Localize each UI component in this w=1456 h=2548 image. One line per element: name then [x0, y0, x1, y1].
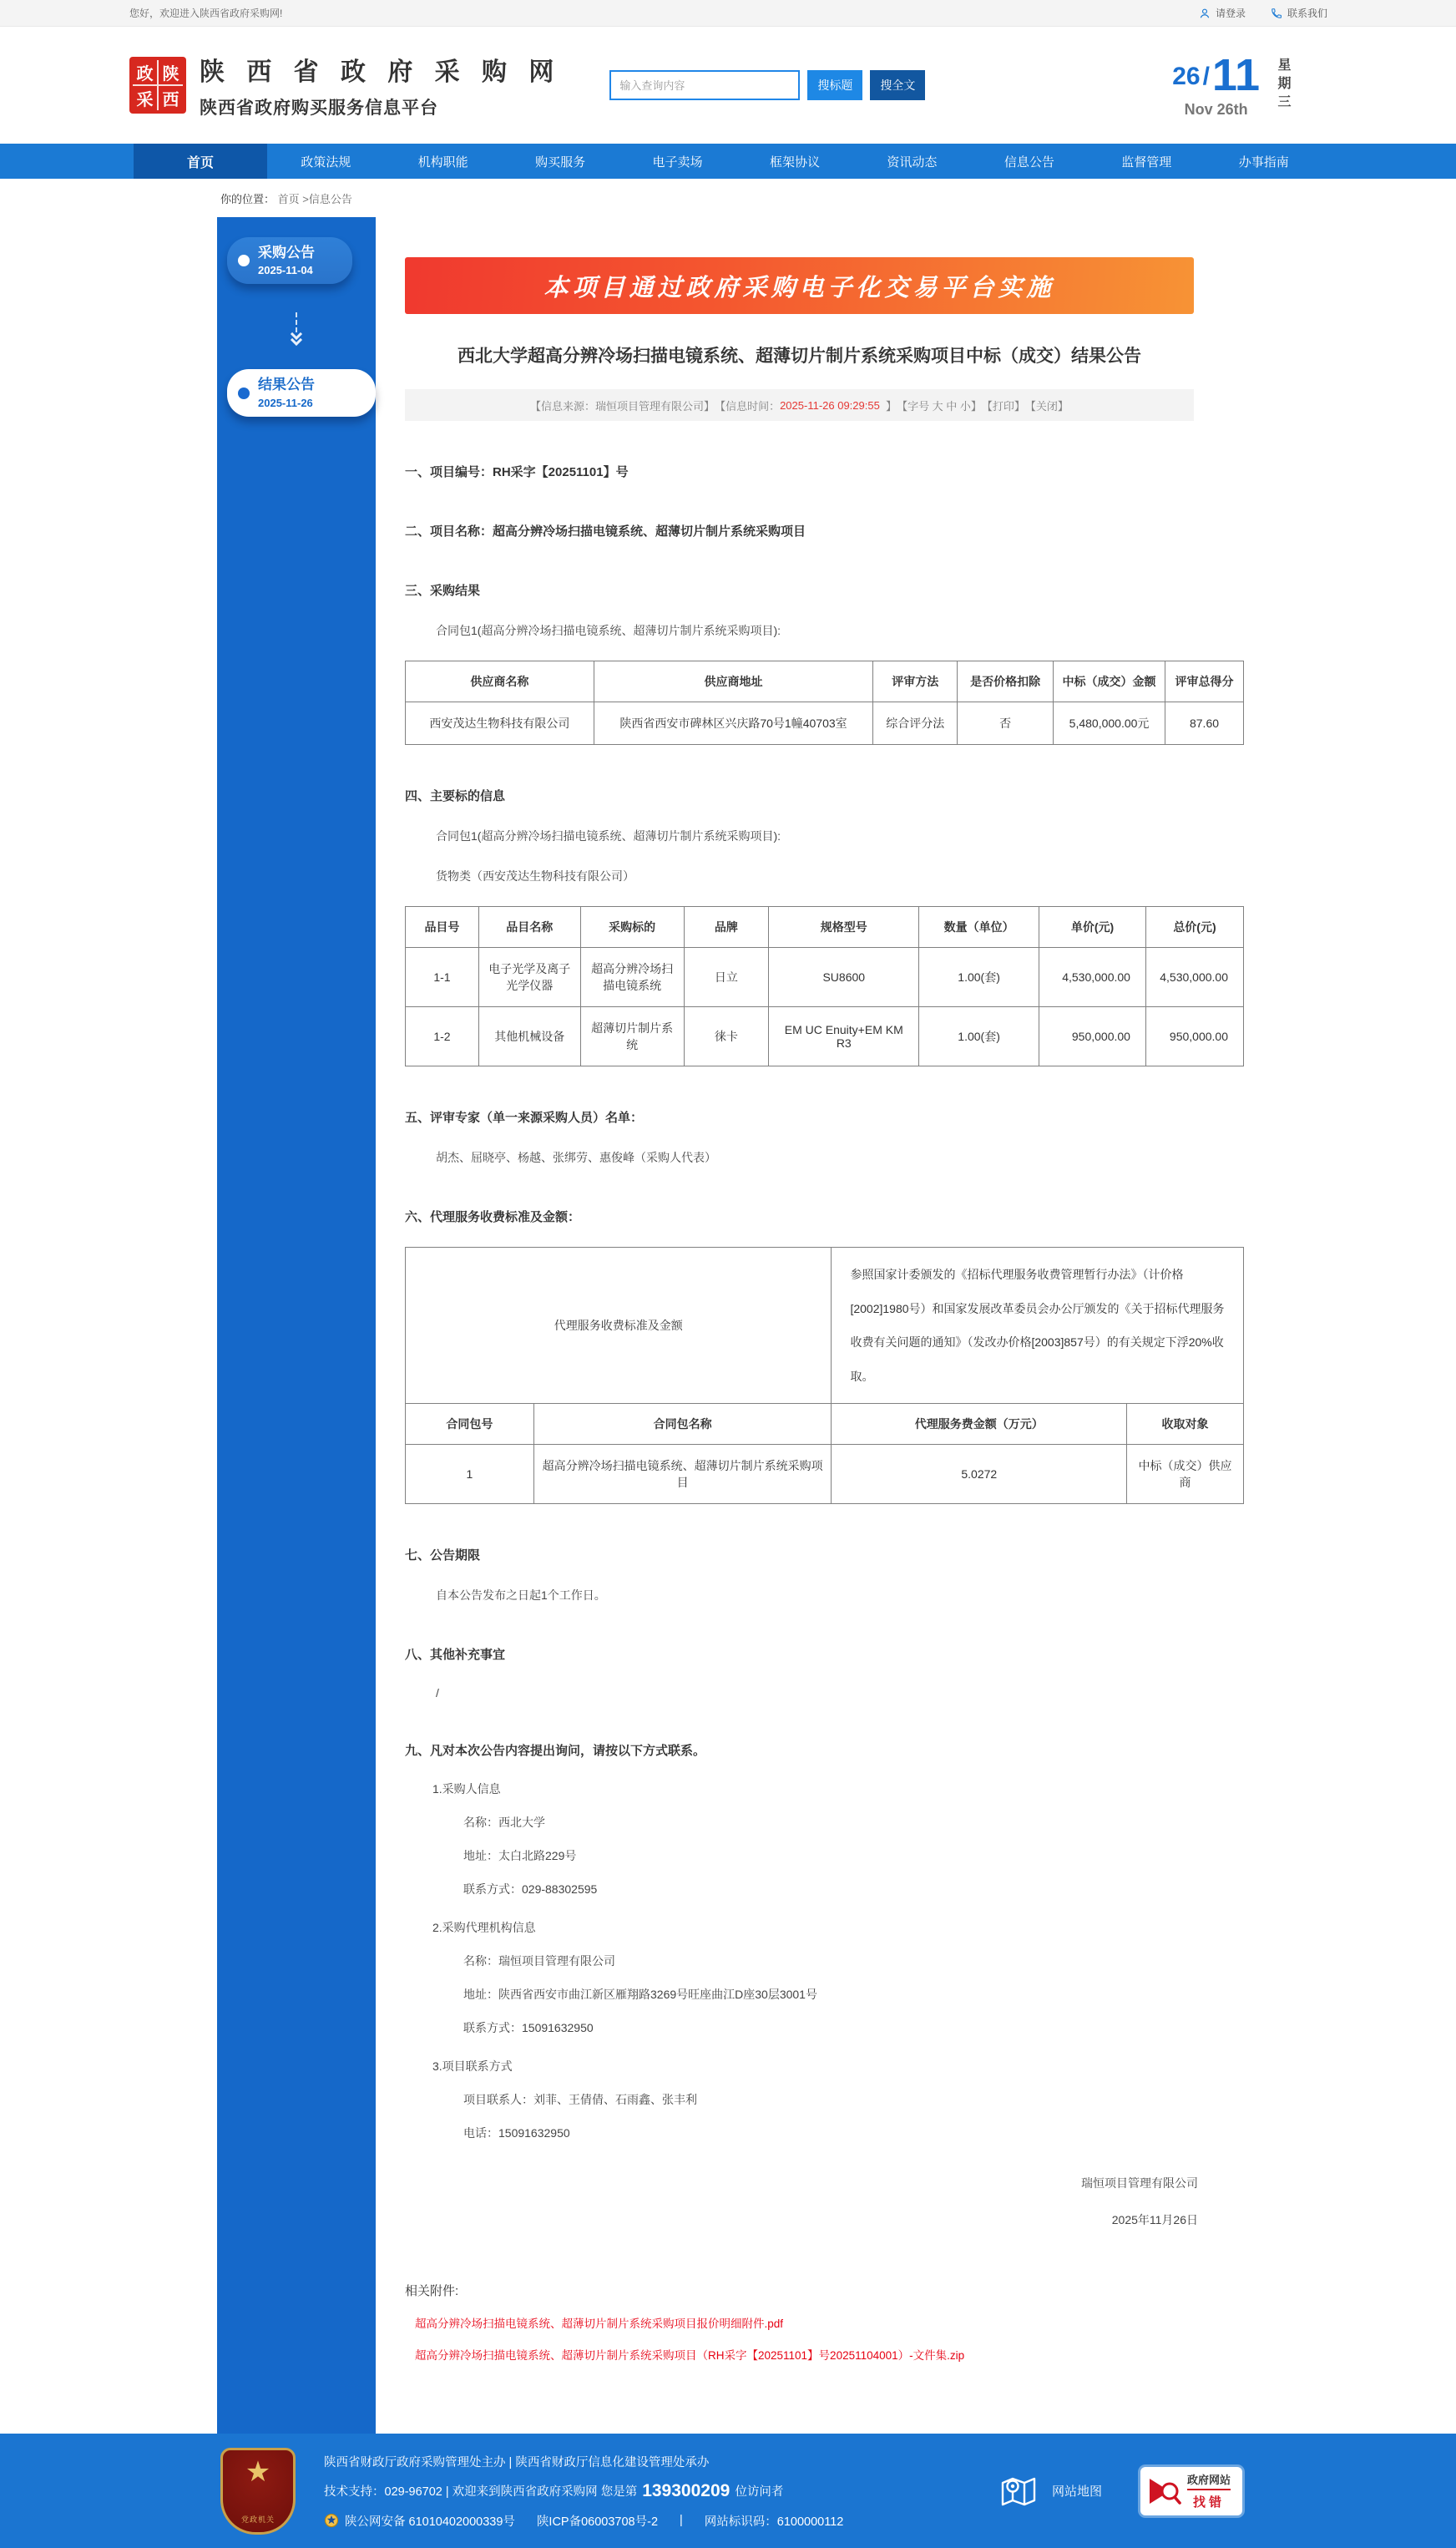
- section-project-number: 一、项目编号：RH采字【20251101】号: [405, 465, 629, 479]
- font-size-control[interactable]: 【字号 大 中 小】: [897, 399, 982, 413]
- section-result-heading: 三、采购结果: [405, 584, 481, 598]
- breadcrumb-current[interactable]: 信息公告: [308, 193, 352, 205]
- section-agency-fee-heading: 六、代理服务收费标准及金额：: [405, 1210, 581, 1224]
- attachment-pdf-link[interactable]: 超高分辨冷场扫描电镜系统、超薄切片制片系统采购项目报价明细附件.pdf: [415, 2318, 784, 2331]
- nav-item-policies[interactable]: 政策法规: [301, 155, 351, 170]
- experts-list: 胡杰、屈晓亭、杨越、张绑劳、惠俊峰（采购人代表）: [436, 1151, 716, 1164]
- bullet-dot-icon: [238, 388, 250, 399]
- map-icon: [1000, 2475, 1037, 2508]
- close-button[interactable]: 【关闭】: [1024, 399, 1069, 413]
- nav-item-e-market[interactable]: 电子卖场: [652, 155, 703, 170]
- flow-arrow-icon: [217, 312, 376, 344]
- attachments-label: 相关附件:: [405, 2284, 459, 2299]
- breadcrumb: 你的位置： 首页 >信息公告: [220, 193, 352, 205]
- footer-registration-line: 陕公网安备 61010402000339号 陕ICP备06003708号-2 | 网站标识码：6100000112: [324, 2512, 843, 2530]
- section-supplement-heading: 八、其他补充事宜: [405, 1648, 506, 1663]
- search-area: [609, 70, 925, 100]
- items-table: [405, 906, 1244, 1066]
- footer-support-line: 技术支持：029-96702 | 欢迎来到陕西省政府采购网 您是第 139300209 位访问者: [324, 2480, 784, 2500]
- visitor-count: 139300209: [642, 2480, 731, 2500]
- date-english: Nov 26th: [1184, 100, 1248, 118]
- search-input[interactable]: [609, 70, 800, 100]
- nav-item-announcements[interactable]: 信息公告: [1004, 155, 1054, 170]
- sidebar-item-result-notice[interactable]: 结果公告 2025-11-26: [227, 369, 376, 416]
- table-header-row: 供应商名称 供应商地址 评审方法 是否价格扣除 中标（成交）金额 评审总得分: [406, 661, 1244, 702]
- signature-company: 瑞恒项目管理有限公司: [1081, 2176, 1198, 2191]
- table-header-row: 品目号 品目名称 采购标的 品牌 规格型号 数量（单位） 单价(元) 总价(元): [406, 907, 1244, 948]
- site-identifier: 网站标识码：6100000112: [704, 2515, 844, 2529]
- print-button[interactable]: 【打印】: [981, 399, 1025, 413]
- table-row: 1-1 电子光学及离子光学仪器 超高分辨冷场扫描电镜系统 日立 SU8600 1.00(套) 4,530,000.00 4,530,000.00: [406, 948, 1244, 1007]
- article-content: 本项目通过政府采购电子化交易平台实施 西北大学超高分辨冷场扫描电镜系统、超薄切片制片系统采购项目中标（成交）结果公告 【信息来源：瑞恒项目管理有限公司】 【信息时间： 2025-11-26 09:29:55 】 【字号 大 中 小】 【打印】 【关闭】 一、项目编号：RH采字【20251101】号 二、项目名称：超高分辨冷场扫描电镜系统、超薄切片制片系统采购项目 三、采购结果 合同包1(超高分辨冷场扫描电镜系统、超薄切片制片系统采购项目): 供应商名称 供应商地址 评审方法 是否价格扣除 中标（成交）金额 评审总得分 西安茂达生物科技有限公司 陕西省西安市碑林区兴庆路70号1幢40703室 综合评分法 否 5,480,000.00元 87.60 四、主要标的信息 合同包1(超高分辨冷场扫描电镜系统、超薄切片制片系统采购项目): 货物类（西安茂达生物科技有限公司） 品目号 品目名称 采购标的 品牌 规格型号 数量（单位） 单价(元) 总价(元) 1-1 电子光学及离子光学仪器 超高分辨冷场扫描电镜系统 日立 SU8600 1.00(套) 4,530,000.00 4,530,000.00 1-2 其他机械设备 超薄切片制片系统 徕卡 EM UC Enuity+EM KM R3 1.00(套) 950,000.00 950,000.00 五、评审专家（单一来源采购人员）名单： 胡杰、屈晓亭、杨越、张绑劳、惠俊峰（采购人代表） 六、代理服务收费标准及金额： 代理服务收费标准及金额 参照国家计委颁发的《招标代理服务收费管理暂行办法》（计价格[2002]1980号）和国家发展改革委员会办公厅颁发的《关于招标代理服务收费有关问题的通知》（发改办价格[2003]857号）的有关规定下浮20%收取。 合同包号 合同包名称 代理服务费金额（万元） 收取对象 1 超高分辨冷场扫描电镜系统、超薄切片制片系统采购项目 5.0272 中标（成交）供应商 七、公告期限 自本公告发布之日起1个工作日。 八、其他补充事宜 / 九、凡对本次公告内容提出询问，请按以下方式联系。 1.采购人信息 名称：西北大学 地址：太白北路229号 联系方式：029-88302595 2.采购代理机构信息 名称：瑞恒项目管理有限公司 地址：陕西省西安市曲江新区雁翔路3269号旺座曲江D座30层3001号 联系方式：15091632950 3.项目联系方式 项目联系人：刘菲、王倩倩、石雨鑫、张丰利 电话：15091632950 瑞恒项目管理有限公司 2025年11月26日 相关附件: 超高分辨冷场扫描电镜系统、超薄切片制片系统采购项目报价明细附件.pdf 超高分辨冷场扫描电镜系统、超薄切片制片系统采购项目（RH采字【20251101】号20251104001）-文件集.zip: [405, 217, 1244, 2434]
- sitemap-link[interactable]: 网站地图: [1000, 2475, 1102, 2508]
- platform-banner: 本项目通过政府采购电子化交易平台实施: [405, 257, 1194, 314]
- agency-fee-table: [405, 1247, 1244, 1504]
- search-title-button[interactable]: 搜标题: [807, 70, 862, 100]
- signature-block: [405, 2175, 1244, 2228]
- login-link[interactable]: 请登录: [1199, 6, 1246, 20]
- article-meta-bar: 【信息来源：瑞恒项目管理有限公司】 【信息时间： 2025-11-26 09:29:55 】 【字号 大 中 小】 【打印】 【关闭】: [405, 389, 1194, 421]
- purchaser-info-heading: 1.采购人信息: [432, 1782, 501, 1796]
- site-logo: 政 陕 采 西: [129, 57, 186, 114]
- sidebar-item-procurement-notice[interactable]: 采购公告 2025-11-04: [227, 237, 352, 284]
- weekday: 星期三: [1276, 57, 1290, 113]
- sidebar: [217, 217, 376, 2434]
- phone-icon: [1271, 8, 1282, 19]
- site-title: 陕 西 省 政 府 采 购 网: [200, 58, 562, 86]
- error-report-badge[interactable]: 政府网站 找错: [1140, 2467, 1242, 2515]
- date-month: 11: [1211, 49, 1260, 100]
- footer: [0, 2434, 1456, 2548]
- section-contact-heading: 九、凡对本次公告内容提出询问，请按以下方式联系。: [405, 1744, 706, 1759]
- magnifier-flag-icon: [1147, 2474, 1182, 2509]
- section-subject-heading: 四、主要标的信息: [405, 789, 506, 803]
- user-icon: [1199, 8, 1211, 19]
- supplier-result-table: [405, 661, 1244, 745]
- info-time: 2025-11-26 09:29:55: [780, 398, 880, 412]
- search-fulltext-button[interactable]: 搜全文: [870, 70, 925, 100]
- section-project-name: 二、项目名称：超高分辨冷场扫描电镜系统、超薄切片制片系统采购项目: [405, 524, 806, 539]
- table-row: 1-2 其他机械设备 超薄切片制片系统 徕卡 EM UC Enuity+EM KM R3 1.00(套) 950,000.00 950,000.00: [406, 1007, 1244, 1066]
- police-registration[interactable]: 陕公网安备 61010402000339号: [345, 2515, 515, 2529]
- article-title: 西北大学超高分辨冷场扫描电镜系统、超薄切片制片系统采购项目中标（成交）结果公告: [458, 347, 1141, 366]
- topbar: [0, 0, 1456, 27]
- government-emblem-icon: ★ 党政机关: [220, 2448, 296, 2535]
- bullet-dot-icon: [238, 255, 250, 266]
- table-row: 1 超高分辨冷场扫描电镜系统、超薄切片制片系统采购项目 5.0272 中标（成交）供应商: [406, 1445, 1244, 1504]
- agency-info-heading: 2.采购代理机构信息: [432, 1921, 536, 1935]
- welcome-text: 您好，欢迎进入陕西省政府采购网!: [129, 8, 283, 19]
- nav-item-functions[interactable]: 机构职能: [417, 155, 468, 170]
- date-day: 26: [1172, 62, 1201, 90]
- breadcrumb-home[interactable]: 首页: [277, 193, 300, 205]
- date-widget: 26 / 11 Nov 26th 星期三: [1172, 53, 1331, 119]
- site-subtitle: 陕西省政府购买服务信息平台: [200, 99, 438, 118]
- project-contact-heading: 3.项目联系方式: [432, 2059, 513, 2074]
- section-period-heading: 七、公告期限: [405, 1548, 481, 1563]
- nav-item-home[interactable]: 首页: [134, 144, 267, 179]
- nav-item-supervision[interactable]: 监督管理: [1121, 155, 1172, 170]
- attachment-zip-link[interactable]: 超高分辨冷场扫描电镜系统、超薄切片制片系统采购项目（RH采字【20251101】号20251104001）-文件集.zip: [415, 2349, 965, 2363]
- section-experts-heading: 五、评审专家（单一来源采购人员）名单：: [405, 1111, 644, 1125]
- contact-link[interactable]: 联系我们: [1271, 6, 1327, 20]
- footer-organizer-line: 陕西省财政厅政府采购管理处主办 | 陕西省财政厅信息化建设管理处承办: [324, 2455, 710, 2469]
- icp-registration[interactable]: 陕ICP备06003708号-2: [536, 2515, 659, 2529]
- police-badge-icon: [324, 2513, 339, 2528]
- table-header-row: 合同包号 合同包名称 代理服务费金额（万元） 收取对象: [406, 1404, 1244, 1445]
- nav-item-purchase-service[interactable]: 购买服务: [535, 155, 586, 170]
- signature-date: 2025年11月26日: [1111, 2213, 1198, 2227]
- nav-item-framework[interactable]: 框架协议: [769, 155, 820, 170]
- main-area: [134, 217, 1322, 2434]
- main-nav: [0, 144, 1456, 179]
- table-row: 西安茂达生物科技有限公司 陕西省西安市碑林区兴庆路70号1幢40703室 综合评分法 否 5,480,000.00元 87.60: [406, 702, 1244, 745]
- nav-item-news[interactable]: 资讯动态: [887, 155, 938, 170]
- header: [0, 27, 1456, 144]
- info-source: 【信息来源：瑞恒项目管理有限公司】: [530, 399, 715, 413]
- contract-package-line: 合同包1(超高分辨冷场扫描电镜系统、超薄切片制片系统采购项目):: [436, 624, 781, 637]
- nav-item-guide[interactable]: 办事指南: [1238, 155, 1289, 170]
- attachments: [405, 2282, 1244, 2363]
- table-row: 代理服务收费标准及金额 参照国家计委颁发的《招标代理服务收费管理暂行办法》（计价格[2002]1980号）和国家发展改革委员会办公厅颁发的《关于招标代理服务收费有关问题的通知》（发改办价格[2003]857号）的有关规定下浮20%收取。: [406, 1248, 1244, 1404]
